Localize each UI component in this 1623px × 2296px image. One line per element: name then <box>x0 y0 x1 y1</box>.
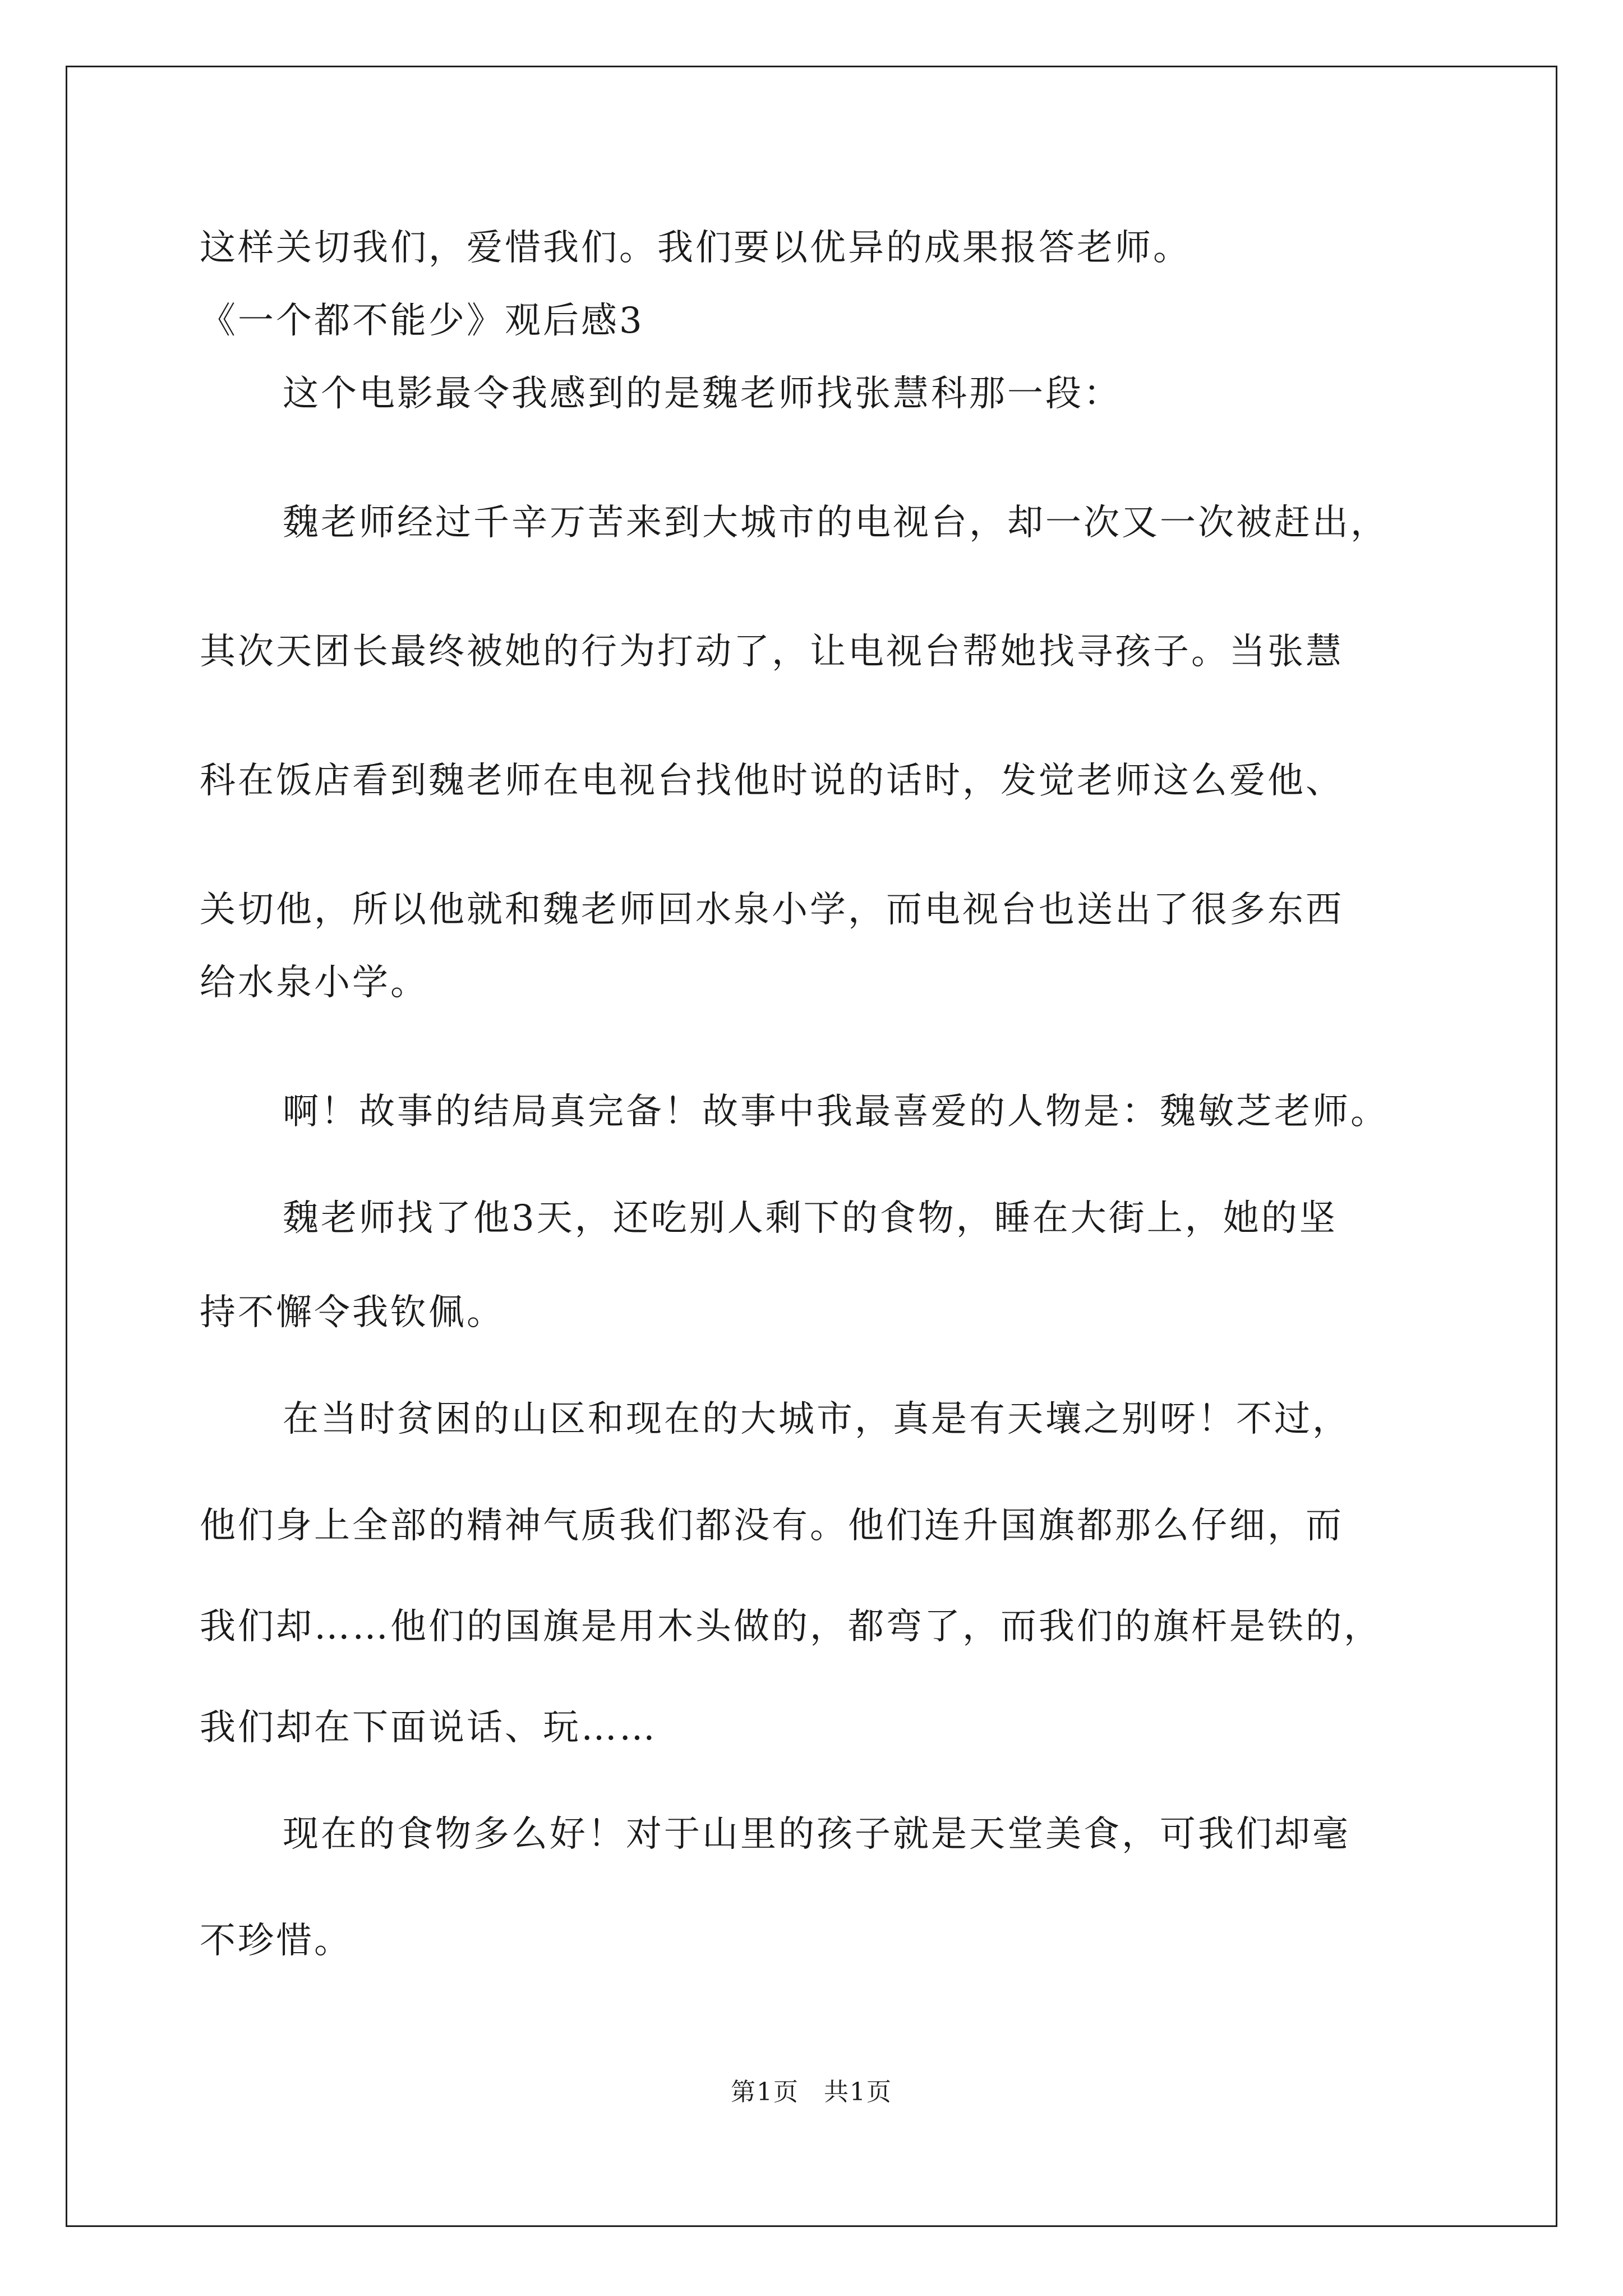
paragraph-line: 魏老师经过千辛万苦来到大城市的电视台，却一次又一次被赶出， <box>283 502 1389 544</box>
paragraph-line: 在当时贫困的山区和现在的大城市，真是有天壤之别呀！不过， <box>283 1398 1350 1440</box>
page-number-total: 共1页 <box>824 2078 892 2106</box>
paragraph-line: 我们却在下面说话、玩…… <box>200 1707 657 1749</box>
paragraph-line: 他们身上全部的精神气质我们都没有。他们连升国旗都那么仔细，而 <box>200 1505 1344 1547</box>
paragraph-line: 魏老师找了他3天，还吃别人剩下的食物，睡在大街上，她的坚 <box>283 1198 1338 1239</box>
paragraph-line: 给水泉小学。 <box>200 962 428 1004</box>
paragraph-line: 现在的食物多么好！对于山里的孩子就是天堂美食，可我们却毫 <box>283 1814 1350 1855</box>
paragraph-line: 啊！故事的结局真完备！故事中我最喜爱的人物是：魏敏芝老师。 <box>283 1091 1389 1133</box>
paragraph-line: 不珍惜。 <box>200 1920 352 1962</box>
paragraph-line: 这样关切我们，爱惜我们。我们要以优异的成果报答老师。 <box>200 227 1191 269</box>
paragraph-line: 其次天团长最终被她的行为打动了，让电视台帮她找寻孩子。当张慧 <box>200 631 1344 673</box>
paragraph-line: 科在饭店看到魏老师在电视台找他时说的话时，发觉老师这么爱他、 <box>200 760 1344 802</box>
paragraph-line: 我们却……他们的国旗是用木头做的，都弯了，而我们的旗杆是铁的， <box>200 1606 1382 1648</box>
section-title: 《一个都不能少》观后感3 <box>200 300 644 342</box>
page-footer <box>0 2077 1623 2108</box>
paragraph-line: 关切他，所以他就和魏老师回水泉小学，而电视台也送出了很多东西 <box>200 889 1344 931</box>
paragraph-line: 这个电影最令我感到的是魏老师找张慧科那一段： <box>283 373 1122 415</box>
page-number-current: 第1页 <box>731 2078 799 2106</box>
paragraph-line: 持不懈令我钦佩。 <box>200 1292 505 1333</box>
